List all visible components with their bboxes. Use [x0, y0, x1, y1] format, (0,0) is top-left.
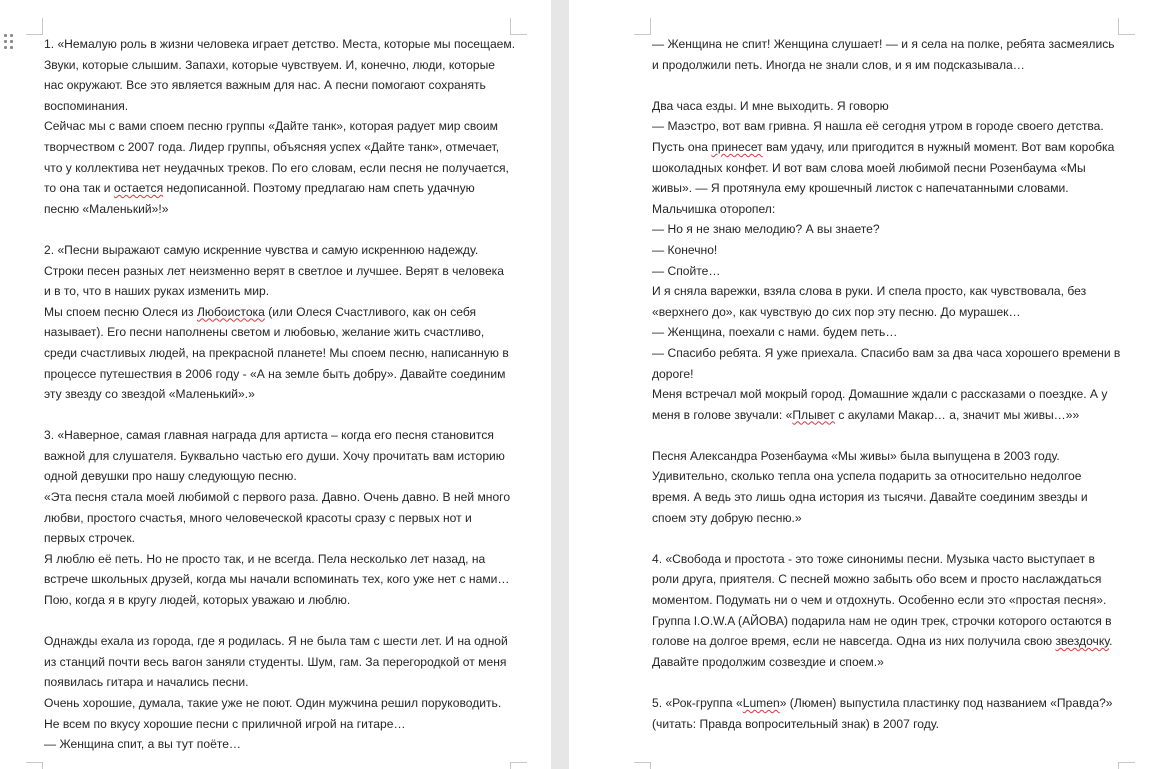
text-line: роли друга, приятеля. С песней можно забыть обо всем и просто наслаждаться — [652, 572, 1102, 587]
text-run: с акулами Макар… а, значит мы живы…»» — [834, 407, 1080, 422]
crop-mark — [26, 18, 43, 35]
text-line: Давайте продолжим созвездие и споем.» — [652, 654, 884, 669]
text-line: 3. «Наверное, самая главная награда для артиста – когда его песня становится — [44, 428, 494, 443]
text-run: то она так и — [44, 181, 114, 196]
text-line: — Конечно! — [652, 242, 718, 257]
text-line: называет). Его песни наполнены светом и любовью, желание жить счастливо, — [44, 325, 485, 340]
text-line: «Эта песня стала моей любимой с первого раза. Давно. Очень давно. В ней много — [44, 490, 511, 505]
right-page-text[interactable] — [652, 34, 1130, 734]
paragraph-spacer — [652, 425, 1130, 446]
text-line: Строки песен разных лет неизменно верят в светлое и лучшее. Верят в человека — [44, 263, 504, 278]
paragraph-spacer — [44, 405, 524, 426]
text-line: Звуки, которые слышим. Запахи, которые чувствуем. И, конечно, люди, которые — [44, 57, 496, 72]
text-line: эту звезду со звездой «Маленький».» — [44, 387, 255, 402]
text-run: Мы споем песню Олеся из — [44, 304, 197, 319]
text-line — [652, 631, 1130, 652]
text-run: . — [1109, 634, 1113, 649]
text-run: 5. «Рок-группа « — [652, 696, 743, 710]
text-line: (читать: Правда вопросительный знак) в 2007 году. — [652, 716, 940, 731]
text-line: — Спойте… — [652, 263, 721, 278]
text-line: Меня встречал мой мокрый город. Домашние ждали с рассказами о поездке. А у — [652, 387, 1108, 402]
spellcheck-flagged-word: Любоистока — [196, 304, 265, 319]
paragraph-spacer — [44, 219, 524, 240]
text-line: Песня Александра Розенбаума «Мы живы» была выпущена в 2003 году. — [652, 448, 1060, 463]
text-line: дороге! — [652, 366, 694, 381]
text-line: нас окружают. Все это является важным для нас. А песни помогают сохранять — [44, 78, 486, 93]
text-line: — Маэстро, вот вам гривна. Я нашла её сегодня утром в городе своего детства. — [652, 119, 1104, 134]
text-line: Однажды ехала из города, где я родилась. Я не была там с шести лет. И на одной — [44, 634, 508, 649]
text-line: первых строчек. — [44, 531, 135, 546]
text-line: творчеством с 2007 года. Лидер группы, объясняя успех «Дайте танк», отмечает, — [44, 139, 500, 154]
paragraph-spacer — [652, 528, 1130, 549]
crop-mark — [1118, 18, 1135, 35]
text-line: И я сняла варежки, взяла слова в руки. И спела просто, как чувствовала, без — [652, 284, 1087, 299]
text-line: что у коллектива нет неудачных треков. По его словам, если песня не получается, — [44, 160, 509, 175]
text-line: — Женщина не спит! Женщина слушает! — и я села на полке, ребята засмеялись — [652, 37, 1115, 51]
text-line: 4. «Свобода и простота - это тоже синонимы песни. Музыка часто выступает в — [652, 551, 1095, 566]
text-line: — Женщина спит, а вы тут поёте… — [44, 737, 242, 752]
text-line: Очень хорошие, думала, такие уже не поют. Один мужчина решил поруководить. — [44, 696, 502, 710]
spellcheck-flagged-word: Lumen — [742, 696, 780, 710]
text-run: (или Олеся Счастливого, как он себя — [264, 304, 477, 319]
spellcheck-flagged-word: Плывет — [792, 407, 835, 422]
text-line: важной для слушателя. Буквально частью его души. Хочу прочитать вам историю — [44, 448, 505, 463]
crop-mark — [634, 18, 651, 35]
text-line: песню «Маленький»!» — [44, 201, 169, 216]
text-line: живы». — Я протянула ему крошечный листок с напечатанными словами. — [652, 181, 1069, 196]
text-line: Мальчишка оторопел: — [652, 201, 776, 216]
text-line: из станций почти весь вагон заняли студенты. Шум, гам. За перегородкой от меня — [44, 654, 507, 669]
text-line — [652, 405, 1130, 426]
text-line: любви, простого счастья, много человеческой красоты сразу с первых нот и — [44, 510, 472, 525]
text-line — [652, 137, 1130, 158]
text-line: — Но я не знаю мелодию? А вы знаете? — [652, 222, 880, 237]
text-line: — Женщина, поехали с нами. будем петь… — [652, 325, 898, 340]
text-line: моментом. Подумать ни о чем и отдохнуть. Особенно если это «простая песня». — [652, 593, 1107, 608]
text-line: одной девушки про нашу следующую песню. — [44, 469, 297, 484]
document-page-left[interactable] — [0, 0, 551, 769]
paragraph-spacer — [652, 672, 1130, 693]
text-line: Не всем по вкусу хорошие песни с приличной игрой на гитаре… — [44, 716, 406, 731]
text-line: Удивительно, сколько тепла она успела подарить за относительно недолгое — [652, 469, 1082, 484]
document-page-right[interactable] — [569, 0, 1154, 769]
drag-handle-icon[interactable] — [4, 34, 16, 54]
text-line — [44, 302, 524, 323]
crop-mark — [510, 18, 527, 35]
text-line: появилась гитара и начались песни. — [44, 675, 249, 690]
text-line: процессе путешествия в 2006 году - «А на земле быть добру». Давайте соединим — [44, 366, 506, 381]
text-line: споем эту добрую песню.» — [652, 510, 802, 525]
text-run: недописанной. Поэтому предлагаю нам спеть удачную — [163, 181, 475, 196]
text-run: вам удачу, или пригодится в нужный момент. Вот вам коробка — [762, 139, 1115, 154]
text-line: и в то, что в наших руках изменить мир. — [44, 284, 270, 299]
text-run: » (Люмен) выпустила пластинку под названием «Правда?» — [779, 696, 1113, 710]
text-line: среди счастливых людей, на прекрасной планете! Мы споем песню, написанную в — [44, 345, 509, 360]
text-line: время. А ведь это лишь одна история из тысячи. Давайте соединим звезды и — [652, 490, 1088, 505]
text-line — [652, 693, 1130, 714]
text-line: Пою, когда я в кругу людей, которых уважаю и люблю. — [44, 593, 351, 608]
text-line: Я люблю её петь. Но не просто так, и не всегда. Пела несколько лет назад, на — [44, 551, 486, 566]
spellcheck-flagged-word: остается — [113, 181, 164, 196]
text-line: Сейчас мы с вами споем песню группы «Дайте танк», которая радует мир своим — [44, 119, 498, 134]
spellcheck-flagged-word: принесет — [711, 139, 763, 154]
crop-mark — [26, 762, 43, 769]
text-line: и продолжили петь. Иногда не знали слов, и я им подсказывала… — [652, 57, 1025, 72]
text-line: — Спасибо ребята. Я уже приехала. Спасибо вам за два часа хорошего времени в — [652, 345, 1121, 360]
text-run: голове на долгое время, если не навсегда. Одна из них получила свою — [652, 634, 1056, 649]
text-run: меня в голове звучали: « — [652, 407, 793, 422]
text-line: 2. «Песни выражают самую искренние чувства и самую искреннюю надежду. — [44, 242, 479, 257]
crop-mark — [634, 762, 651, 769]
paragraph-spacer — [652, 75, 1130, 96]
left-page-text[interactable] — [44, 34, 524, 755]
text-run: Пусть она — [652, 139, 712, 154]
text-line: шоколадных конфет. И вот вам слова моей любимой песни Розенбаума «Мы — [652, 160, 1086, 175]
crop-mark — [510, 762, 527, 769]
text-line: Два часа езды. И мне выходить. Я говорю — [652, 98, 889, 113]
text-line: 1. «Немалую роль в жизни человека играет детство. Места, которые мы посещаем. — [44, 37, 516, 51]
spellcheck-flagged-word: звездочку — [1055, 634, 1110, 649]
text-line: Группа I.O.W.A (АЙОВА) подарила нам не один трек, строчки которого остаются в — [652, 613, 1112, 628]
text-line: воспоминания. — [44, 98, 129, 113]
text-line: встрече школьных друзей, когда мы начали вспоминать тех, кого уже нет с нами… — [44, 572, 510, 587]
crop-mark — [1118, 762, 1135, 769]
text-line: «верхнего до», как чувствую до сих пор эту песню. До мурашек… — [652, 304, 1021, 319]
text-line — [44, 178, 524, 199]
paragraph-spacer — [44, 611, 524, 632]
